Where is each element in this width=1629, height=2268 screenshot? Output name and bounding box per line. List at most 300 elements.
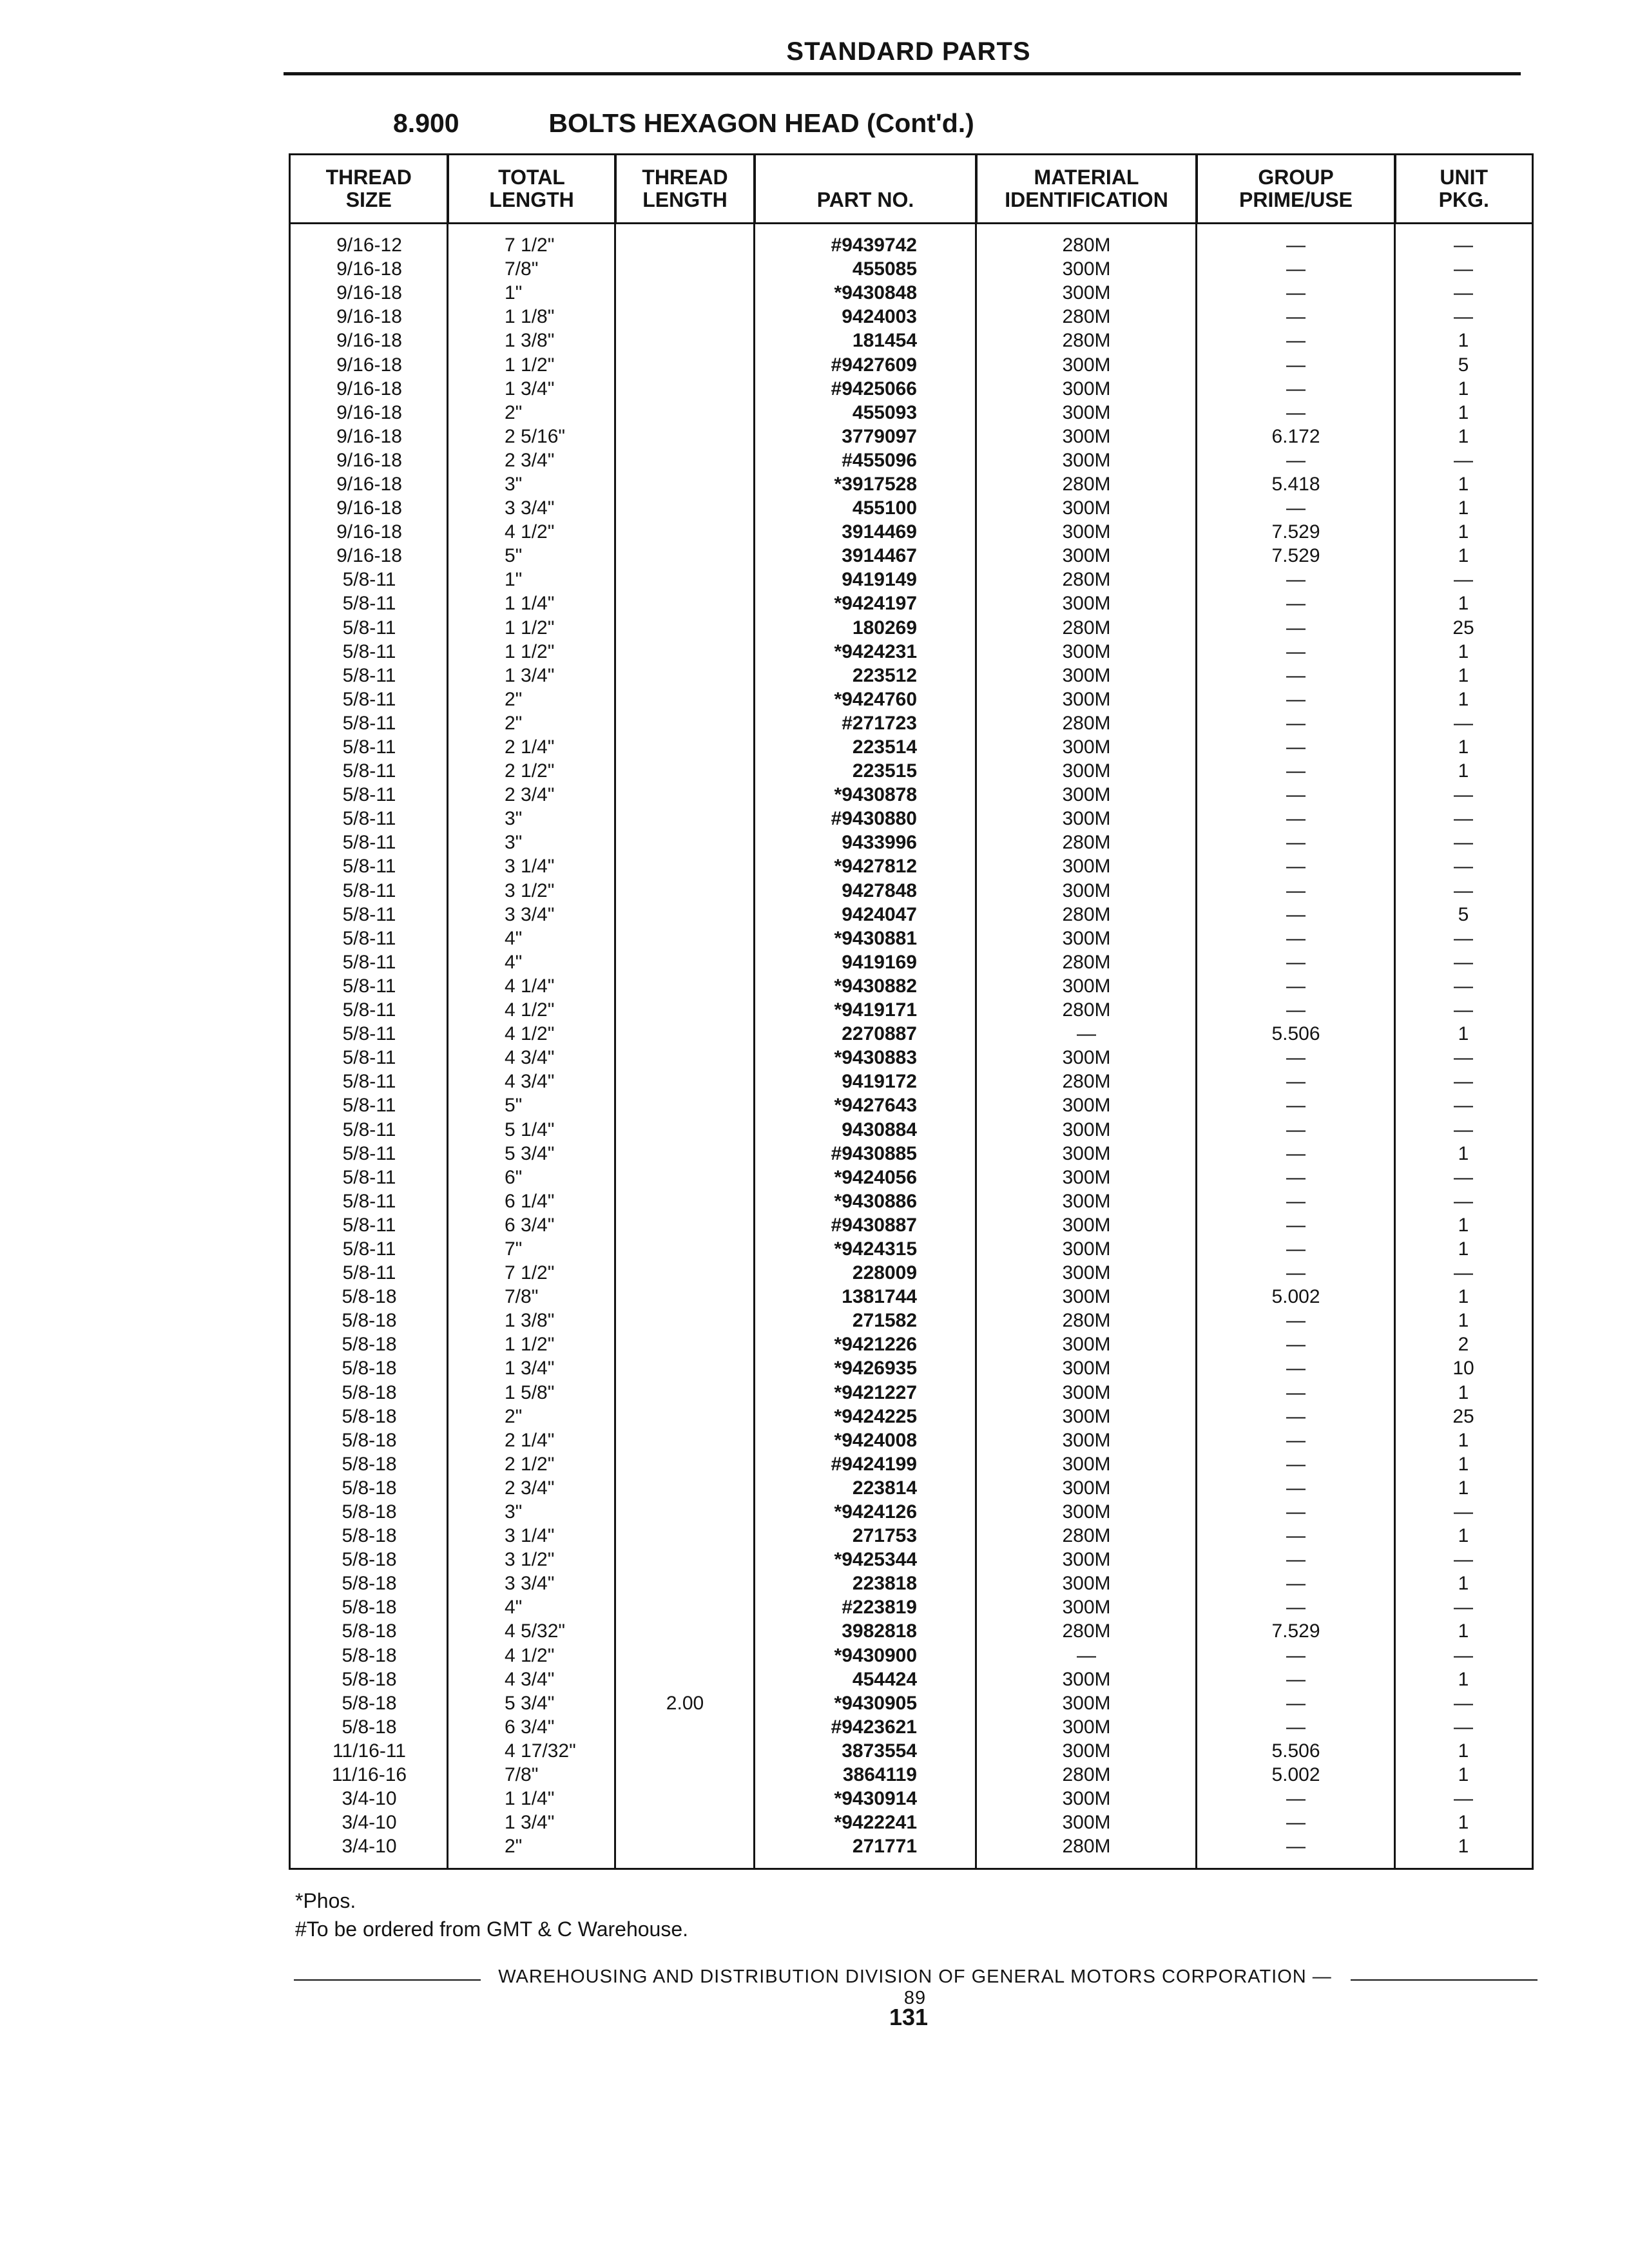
unit-pkg-cell: 1	[1458, 545, 1469, 567]
part-no-cell: *9430905	[834, 1692, 917, 1714]
group-cell: —	[1286, 1047, 1306, 1069]
thread-length-cell	[615, 329, 755, 352]
group-cell: —	[1286, 1812, 1306, 1834]
thread-length-cell	[615, 1524, 755, 1548]
material-cell: 300M	[1062, 425, 1111, 447]
thread-length-cell	[615, 1787, 755, 1811]
thread-size-cell: 5/8-11	[342, 760, 396, 782]
total-length-cell: 3 1/2"	[505, 1549, 555, 1571]
unit-pkg-cell: 1	[1458, 640, 1469, 662]
thread-size-cell: 5/8-11	[342, 1142, 396, 1164]
total-length-cell: 1 1/2"	[505, 1334, 555, 1356]
unit-pkg-cell: —	[1454, 808, 1473, 830]
material-cell: 280M	[1062, 306, 1111, 328]
table-row	[291, 1142, 1532, 1166]
part-no-cell: *9422241	[834, 1812, 917, 1834]
total-length-cell: 2 3/4"	[505, 1477, 555, 1499]
thread-size-cell: 5/8-18	[342, 1549, 397, 1571]
total-length-cell: 5 3/4"	[505, 1692, 555, 1714]
part-no-cell: 9427848	[842, 879, 917, 901]
material-cell: —	[1077, 1644, 1096, 1666]
table-row	[291, 281, 1532, 305]
thread-size-cell: 9/16-18	[336, 473, 402, 495]
part-no-cell: *9430878	[834, 784, 917, 806]
material-cell: 280M	[1062, 1525, 1111, 1547]
thread-length-cell	[615, 1332, 755, 1356]
part-no-cell: 9433996	[842, 832, 917, 854]
total-length-cell: 5 3/4"	[505, 1142, 555, 1164]
thread-size-cell: 5/8-18	[342, 1525, 397, 1547]
total-length-cell: 2"	[505, 1836, 523, 1858]
group-cell: 5.002	[1271, 1286, 1320, 1308]
thread-size-cell: 5/8-11	[342, 784, 396, 806]
table-row	[291, 1093, 1532, 1117]
material-cell: 300M	[1062, 1190, 1111, 1212]
thread-size-cell: 5/8-18	[342, 1405, 397, 1427]
unit-pkg-cell: 1	[1458, 1836, 1469, 1858]
thread-length-cell	[615, 1093, 755, 1117]
group-cell: —	[1286, 832, 1306, 854]
unit-pkg-cell: —	[1454, 879, 1473, 901]
unit-pkg-cell: 1	[1458, 664, 1469, 686]
material-cell: 280M	[1062, 1071, 1111, 1093]
material-cell: 300M	[1062, 1668, 1111, 1690]
thread-length-cell	[615, 831, 755, 854]
part-no-cell: 455085	[852, 258, 917, 280]
total-length-cell: 1 3/4"	[505, 1812, 555, 1834]
total-length-cell: 7 1/2"	[505, 235, 555, 256]
thread-length-cell	[615, 950, 755, 974]
table-row	[291, 903, 1532, 927]
thread-length-cell	[615, 1715, 755, 1739]
thread-size-cell: 5/8-18	[342, 1453, 397, 1475]
thread-size-cell: 5/8-11	[342, 664, 396, 686]
table-row	[291, 1166, 1532, 1189]
unit-pkg-cell: 1	[1458, 688, 1469, 710]
group-cell: —	[1286, 640, 1306, 662]
unit-pkg-cell: —	[1454, 1716, 1473, 1738]
thread-size-cell: 5/8-11	[342, 999, 396, 1021]
thread-size-cell: 5/8-11	[342, 736, 396, 758]
material-cell: 300M	[1062, 354, 1111, 376]
group-cell: —	[1286, 1358, 1306, 1379]
thread-length-cell	[615, 1309, 755, 1332]
total-length-cell: 7 1/2"	[505, 1262, 555, 1284]
table-row	[291, 377, 1532, 401]
unit-pkg-cell: 1	[1458, 425, 1469, 447]
group-cell: —	[1286, 1836, 1306, 1858]
total-length-cell: 6 3/4"	[505, 1716, 555, 1738]
column-divider	[975, 155, 977, 1868]
thread-length-cell	[615, 305, 755, 329]
group-cell: —	[1286, 1405, 1306, 1427]
thread-size-cell: 5/8-11	[342, 593, 396, 615]
part-no-cell: 9419149	[842, 569, 917, 591]
group-cell: —	[1286, 688, 1306, 710]
thread-length-cell: 2.00	[666, 1692, 704, 1714]
material-cell: 300M	[1062, 497, 1111, 519]
group-cell: —	[1286, 1310, 1306, 1332]
header-divider	[284, 72, 1521, 75]
thread-length-cell	[615, 616, 755, 640]
group-cell: —	[1286, 378, 1306, 399]
total-length-cell: 6"	[505, 1166, 523, 1188]
thread-size-cell: 5/8-11	[342, 569, 396, 591]
thread-length-cell	[615, 1500, 755, 1524]
thread-length-cell	[615, 1644, 755, 1667]
part-no-cell: #9427609	[831, 354, 917, 376]
unit-pkg-cell: 25	[1452, 617, 1474, 639]
total-length-cell: 4 1/2"	[505, 1023, 555, 1045]
part-no-cell: *9424197	[834, 593, 917, 615]
group-cell: —	[1286, 497, 1306, 519]
material-cell: 300M	[1062, 593, 1111, 615]
part-no-cell: 3914469	[842, 521, 917, 543]
material-cell: 300M	[1062, 1214, 1111, 1236]
part-no-cell: #9430880	[831, 808, 917, 830]
thread-size-cell: 5/8-18	[342, 1429, 397, 1451]
group-cell: —	[1286, 736, 1306, 758]
total-length-cell: 4"	[505, 951, 523, 973]
material-cell: 300M	[1062, 927, 1111, 949]
table-row	[291, 1285, 1532, 1309]
unit-pkg-cell: —	[1454, 951, 1473, 973]
unit-pkg-cell: —	[1454, 784, 1473, 806]
thread-size-cell: 5/8-11	[342, 712, 396, 734]
part-no-cell: #9425066	[831, 378, 917, 399]
part-no-cell: *9427643	[834, 1095, 917, 1117]
thread-size-cell: 5/8-18	[342, 1358, 397, 1379]
thread-size-cell: 5/8-18	[342, 1381, 397, 1403]
part-no-cell: 9419169	[842, 951, 917, 973]
table-row	[291, 807, 1532, 831]
unit-pkg-cell: 1	[1458, 736, 1469, 758]
thread-size-cell: 11/16-16	[331, 1764, 407, 1786]
table-row	[291, 257, 1532, 281]
thread-length-cell	[615, 1548, 755, 1571]
total-length-cell: 2 5/16"	[505, 425, 566, 447]
part-no-cell: #9439742	[831, 235, 917, 256]
group-cell: —	[1286, 1573, 1306, 1595]
group-cell: —	[1286, 1692, 1306, 1714]
thread-length-cell	[615, 281, 755, 305]
group-cell: —	[1286, 1525, 1306, 1547]
table-row	[291, 1428, 1532, 1452]
table-row	[291, 1189, 1532, 1213]
table-row	[291, 1237, 1532, 1261]
material-cell: 300M	[1062, 521, 1111, 543]
total-length-cell: 7"	[505, 1238, 523, 1260]
total-length-cell: 6 3/4"	[505, 1214, 555, 1236]
part-no-cell: 180269	[852, 617, 917, 639]
group-cell: —	[1286, 306, 1306, 328]
group-cell: —	[1286, 1644, 1306, 1666]
group-cell: —	[1286, 712, 1306, 734]
group-cell: —	[1286, 903, 1306, 925]
material-cell: 300M	[1062, 1142, 1111, 1164]
total-length-cell: 3"	[505, 473, 523, 495]
table-row	[291, 1763, 1532, 1787]
table-row	[291, 854, 1532, 878]
thread-size-cell: 5/8-11	[342, 1071, 396, 1093]
unit-pkg-cell: —	[1454, 1549, 1473, 1571]
part-no-cell: *9430881	[834, 927, 917, 949]
material-cell: 300M	[1062, 545, 1111, 567]
unit-pkg-cell: 1	[1458, 1214, 1469, 1236]
material-cell: 300M	[1062, 664, 1111, 686]
thread-size-cell: 5/8-11	[342, 951, 396, 973]
thread-length-cell	[615, 544, 755, 568]
table-row	[291, 1022, 1532, 1046]
unit-pkg-cell: 1	[1458, 1023, 1469, 1045]
unit-pkg-cell: 1	[1458, 1142, 1469, 1164]
table-row	[291, 1715, 1532, 1739]
unit-pkg-cell: 1	[1458, 1381, 1469, 1403]
unit-pkg-cell: —	[1454, 569, 1473, 591]
thread-size-cell: 5/8-18	[342, 1716, 397, 1738]
thread-size-cell: 9/16-18	[336, 306, 402, 328]
group-cell: —	[1286, 1788, 1306, 1810]
table-row	[291, 1644, 1532, 1667]
thread-length-cell	[615, 448, 755, 472]
thread-size-cell: 9/16-18	[336, 545, 402, 567]
total-length-cell: 1 3/8"	[505, 1310, 555, 1332]
column-header-group: GROUP PRIME/USE	[1197, 155, 1395, 224]
total-length-cell: 4 5/32"	[505, 1620, 566, 1642]
table-row	[291, 1381, 1532, 1405]
thread-length-cell	[615, 1811, 755, 1834]
table-row	[291, 591, 1532, 615]
unit-pkg-cell: 1	[1458, 378, 1469, 399]
thread-length-cell	[615, 1452, 755, 1476]
table-row	[291, 1787, 1532, 1811]
table-row	[291, 224, 1532, 258]
total-length-cell: 4 3/4"	[505, 1047, 555, 1069]
total-length-cell: 4"	[505, 1597, 523, 1619]
part-no-cell: *9430882	[834, 975, 917, 997]
part-no-cell: 181454	[852, 330, 917, 352]
unit-pkg-cell: 1	[1458, 1453, 1469, 1475]
thread-size-cell: 5/8-11	[342, 1238, 396, 1260]
thread-size-cell: 5/8-11	[342, 808, 396, 830]
total-length-cell: 3"	[505, 808, 523, 830]
part-no-cell: 223514	[852, 736, 917, 758]
material-cell: —	[1077, 1023, 1096, 1045]
total-length-cell: 1 3/4"	[505, 378, 555, 399]
thread-size-cell: 5/8-11	[342, 832, 396, 854]
group-cell: 5.418	[1271, 473, 1320, 495]
part-no-cell: 1381744	[842, 1286, 917, 1308]
material-cell: 300M	[1062, 1549, 1111, 1571]
thread-length-cell	[615, 927, 755, 950]
thread-length-cell	[615, 352, 755, 376]
thread-length-cell	[615, 377, 755, 401]
group-cell: —	[1286, 856, 1306, 878]
material-cell: 300M	[1062, 1119, 1111, 1140]
table-row	[291, 950, 1532, 974]
part-no-cell: *3917528	[834, 473, 917, 495]
section-title: BOLTS HEXAGON HEAD (Cont'd.)	[548, 108, 974, 138]
material-cell: 300M	[1062, 1286, 1111, 1308]
group-cell: —	[1286, 449, 1306, 471]
unit-pkg-cell: —	[1454, 1692, 1473, 1714]
footer-text: WAREHOUSING AND DISTRIBUTION DIVISION OF GENERAL MOTORS CORPORATION — 89	[498, 1966, 1332, 2008]
part-no-cell: #223819	[842, 1597, 917, 1619]
group-cell: —	[1286, 1119, 1306, 1140]
part-no-cell: 9430884	[842, 1119, 917, 1140]
part-no-cell: #9423621	[831, 1716, 917, 1738]
total-length-cell: 3 1/2"	[505, 879, 555, 901]
group-cell: —	[1286, 1381, 1306, 1403]
part-no-cell: 223818	[852, 1573, 917, 1595]
unit-pkg-cell: 1	[1458, 1429, 1469, 1451]
material-cell: 300M	[1062, 856, 1111, 878]
total-length-cell: 1 1/8"	[505, 306, 555, 328]
thread-size-cell: 5/8-11	[342, 1047, 396, 1069]
total-length-cell: 5"	[505, 1095, 523, 1117]
table-row	[291, 1476, 1532, 1500]
column-header-material: MATERIAL IDENTIFICATION	[976, 155, 1197, 224]
total-length-cell: 1 1/4"	[505, 1788, 555, 1810]
thread-length-cell	[615, 759, 755, 783]
thread-length-cell	[615, 591, 755, 615]
unit-pkg-cell: 2	[1458, 1334, 1469, 1356]
thread-length-cell	[615, 1595, 755, 1619]
unit-pkg-cell: 1	[1458, 1477, 1469, 1499]
total-length-cell: 2 1/2"	[505, 1453, 555, 1475]
total-length-cell: 1 1/2"	[505, 640, 555, 662]
material-cell: 300M	[1062, 808, 1111, 830]
material-cell: 300M	[1062, 449, 1111, 471]
material-cell: 300M	[1062, 1381, 1111, 1403]
unit-pkg-cell: 1	[1458, 1310, 1469, 1332]
unit-pkg-cell: 1	[1458, 521, 1469, 543]
thread-length-cell	[615, 224, 755, 258]
unit-pkg-cell: 25	[1452, 1405, 1474, 1427]
table-row	[291, 1834, 1532, 1858]
table-row	[291, 1046, 1532, 1070]
part-no-cell: 223814	[852, 1477, 917, 1499]
group-cell: —	[1286, 927, 1306, 949]
table-row	[291, 1332, 1532, 1356]
group-cell: —	[1286, 258, 1306, 280]
thread-length-cell	[615, 472, 755, 496]
total-length-cell: 3 3/4"	[505, 497, 555, 519]
total-length-cell: 3"	[505, 1501, 523, 1523]
thread-size-cell: 5/8-18	[342, 1286, 397, 1308]
material-cell: 280M	[1062, 235, 1111, 256]
table-header-row	[291, 155, 1532, 224]
total-length-cell: 4"	[505, 927, 523, 949]
group-cell: —	[1286, 1142, 1306, 1164]
unit-pkg-cell: —	[1454, 1071, 1473, 1093]
total-length-cell: 6 1/4"	[505, 1190, 555, 1212]
table-row	[291, 448, 1532, 472]
thread-length-cell	[615, 1667, 755, 1691]
material-cell: 300M	[1062, 760, 1111, 782]
thread-size-cell: 5/8-11	[342, 1166, 396, 1188]
thread-size-cell: 5/8-11	[342, 975, 396, 997]
material-cell: 300M	[1062, 1573, 1111, 1595]
unit-pkg-cell: —	[1454, 449, 1473, 471]
unit-pkg-cell: —	[1454, 975, 1473, 997]
thread-length-cell	[615, 1356, 755, 1380]
thread-length-cell	[615, 1261, 755, 1285]
total-length-cell: 5"	[505, 545, 523, 567]
material-cell: 300M	[1062, 378, 1111, 399]
table-row	[291, 329, 1532, 352]
group-cell: —	[1286, 951, 1306, 973]
table-row	[291, 1356, 1532, 1380]
column-divider	[614, 155, 616, 1868]
thread-size-cell: 3/4-10	[342, 1812, 397, 1834]
part-no-cell: #9430887	[831, 1214, 917, 1236]
footer-rule-right	[1351, 1979, 1537, 1981]
group-cell: —	[1286, 1477, 1306, 1499]
total-length-cell: 2 3/4"	[505, 784, 555, 806]
part-no-cell: *9421226	[834, 1334, 917, 1356]
thread-size-cell: 9/16-18	[336, 258, 402, 280]
table-row	[291, 1595, 1532, 1619]
table-row	[291, 544, 1532, 568]
thread-length-cell	[615, 1166, 755, 1189]
total-length-cell: 2 1/2"	[505, 760, 555, 782]
unit-pkg-cell: —	[1454, 1262, 1473, 1284]
unit-pkg-cell: 1	[1458, 593, 1469, 615]
thread-length-cell	[615, 257, 755, 281]
total-length-cell: 3 3/4"	[505, 1573, 555, 1595]
material-cell: 300M	[1062, 640, 1111, 662]
thread-length-cell	[615, 664, 755, 687]
group-cell: —	[1286, 1190, 1306, 1212]
unit-pkg-cell: —	[1454, 712, 1473, 734]
group-cell: —	[1286, 1095, 1306, 1117]
table-row	[291, 783, 1532, 807]
unit-pkg-cell: 1	[1458, 1812, 1469, 1834]
thread-length-cell	[615, 1142, 755, 1166]
section-number: 8.900	[393, 108, 459, 138]
material-cell: 300M	[1062, 879, 1111, 901]
group-cell: —	[1286, 593, 1306, 615]
table-row	[291, 568, 1532, 591]
thread-size-cell: 5/8-11	[342, 1214, 396, 1236]
thread-length-cell	[615, 1619, 755, 1643]
thread-length-cell	[615, 1213, 755, 1237]
unit-pkg-cell: 1	[1458, 497, 1469, 519]
column-header-unit-pkg: UNIT PKG.	[1395, 155, 1532, 224]
column-header-thread-length: THREAD LENGTH	[615, 155, 755, 224]
thread-length-cell	[615, 879, 755, 903]
part-no-cell: *9424315	[834, 1238, 917, 1260]
parts-table	[289, 153, 1534, 1870]
thread-length-cell	[615, 711, 755, 735]
thread-size-cell: 5/8-18	[342, 1310, 397, 1332]
thread-length-cell	[615, 903, 755, 927]
material-cell: 280M	[1062, 999, 1111, 1021]
thread-size-cell: 3/4-10	[342, 1788, 397, 1810]
group-cell: —	[1286, 1429, 1306, 1451]
footnote-phos: *Phos.	[295, 1889, 356, 1912]
thread-length-cell	[615, 735, 755, 759]
thread-length-cell	[615, 1046, 755, 1070]
part-no-cell: *9424056	[834, 1166, 917, 1188]
thread-size-cell: 3/4-10	[342, 1836, 397, 1858]
thread-length-cell	[615, 998, 755, 1022]
group-cell: —	[1286, 354, 1306, 376]
total-length-cell: 3 1/4"	[505, 856, 555, 878]
material-cell: 300M	[1062, 1740, 1111, 1762]
thread-size-cell: 9/16-18	[336, 330, 402, 352]
